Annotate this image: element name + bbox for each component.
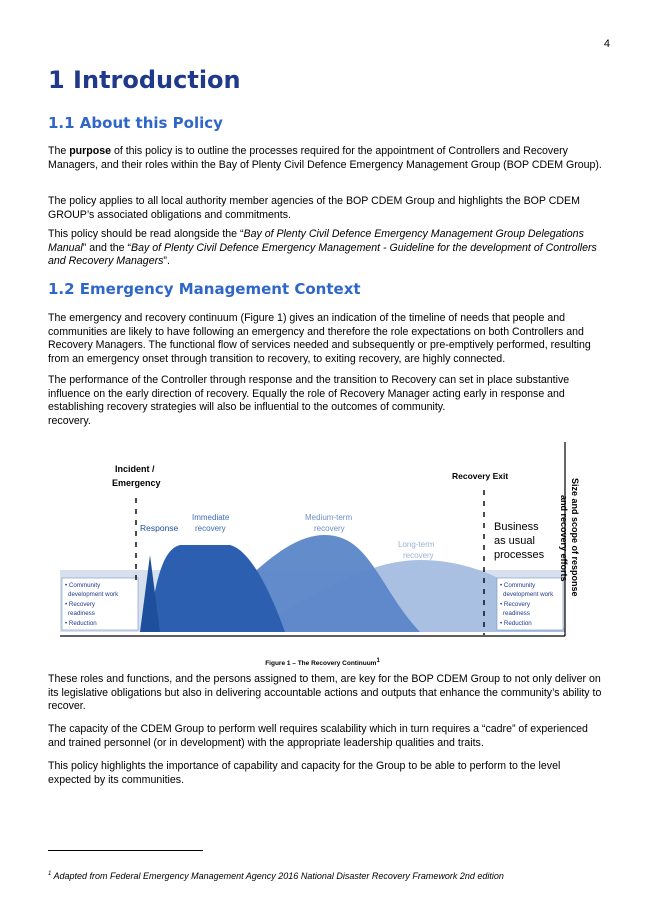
paragraph-capability: This policy highlights the importance of capability and capacity for the Group to be able to perform to the level expected by its communities. (48, 760, 561, 786)
page-number: 4 (603, 38, 610, 50)
immediate-label-2: recovery (195, 524, 226, 533)
y-axis-title (570, 478, 580, 597)
heading-emergency-context: 1.2 Emergency Management Context (48, 280, 361, 298)
left-box-line: development work (68, 591, 119, 598)
response-label: Response (140, 523, 179, 533)
bau-label-2: as usual (494, 535, 535, 547)
paragraph-performance: The performance of the Controller through response and the transition to Recovery can set in place substantive influence on the early direction of recovery. Equally the role of Recovery Manager acting early in response and establishing recovery strategies will also be influential to the outcomes of community. recovery. (48, 374, 570, 427)
right-box-line: readiness (503, 610, 530, 617)
recovery-exit-label: Recovery Exit (452, 471, 509, 481)
left-box-line: • Community (65, 582, 101, 589)
right-box-line: • Recovery (500, 601, 531, 608)
immediate-label-1: Immediate (192, 513, 230, 522)
paragraph-purpose: The purpose of this policy is to outline the processes required for the appointment of Controllers and Recovery Managers, and their roles within the Bay of Plenty Civil Defence Emergency Management Group (BOP CDEM Group). (48, 145, 602, 171)
y-axis-title-line2: and recovery efforts (559, 495, 569, 582)
right-box-line: development work (503, 591, 554, 598)
heading-introduction: 1 Introduction (48, 66, 241, 94)
recovery-continuum-figure (60, 440, 595, 640)
paragraph-roles: These roles and functions, and the persons assigned to them, are key for the BOP CDEM Group to not only deliver on its legislative obligations but also in delivering accountable actions and outputs that enhance the community’s ability to recover. (48, 673, 602, 712)
immediate-area (148, 545, 285, 632)
medium-label-1: Medium-term (305, 513, 353, 522)
right-box-line: • Community (500, 582, 536, 589)
incident-label: Incident / (115, 464, 155, 474)
paragraph-applies: The policy applies to all local authority member agencies of the BOP CDEM Group and highlights the BOP CDEM GROUP’s associated obligations and commitments. (48, 195, 580, 221)
emergency-label: Emergency (112, 478, 161, 488)
left-box-line: • Recovery (65, 601, 96, 608)
left-box-line: readiness (68, 610, 95, 617)
heading-about-policy: 1.1 About this Policy (48, 114, 223, 132)
y-axis-title-2 (559, 495, 569, 582)
long-label-1: Long-term (398, 540, 435, 549)
right-box-line: • Reduction (500, 620, 532, 627)
figure-caption: Figure 1 – The Recovery Continuum$^1$ (265, 658, 380, 668)
paragraph-capacity: The capacity of the CDEM Group to perform well requires scalability which in turn requires a “cadre” of experienced and trained personnel (or in development) with the appropriate leadership qualities and traits. (48, 723, 588, 749)
footnote-separator (48, 850, 203, 851)
footnote: $^1$ Adapted from Federal Emergency Management Agency 2016 National Disaster Recovery Framework 2nd edition (48, 871, 504, 881)
medium-label-2: recovery (314, 524, 345, 533)
y-axis-title-line1: Size and scope of response (570, 478, 580, 597)
paragraph-read-alongside: This policy should be read alongside the “Bay of Plenty Civil Defence Emergency Management Group Delegations Manual” and the “Bay of Plenty Civil Defence Emergency Management - Guideline for the development of Controllers and Recovery Managers”. (48, 228, 597, 267)
left-box-line: • Reduction (65, 620, 97, 627)
bau-label-3: processes (494, 549, 545, 561)
paragraph-continuum: The emergency and recovery continuum (Figure 1) gives an indication of the timeline of needs that people and communities are likely to have following an emergency and therefore the role expectations on both Controllers and Recovery Managers. The functional flow of services needed and subsequently or pre-emptively performed, resulting from an emergency onset through transition to recovery, to exiting recovery, are highly connected. (48, 312, 591, 365)
bau-label-1: Business (494, 521, 539, 533)
long-label-2: recovery (403, 551, 434, 560)
